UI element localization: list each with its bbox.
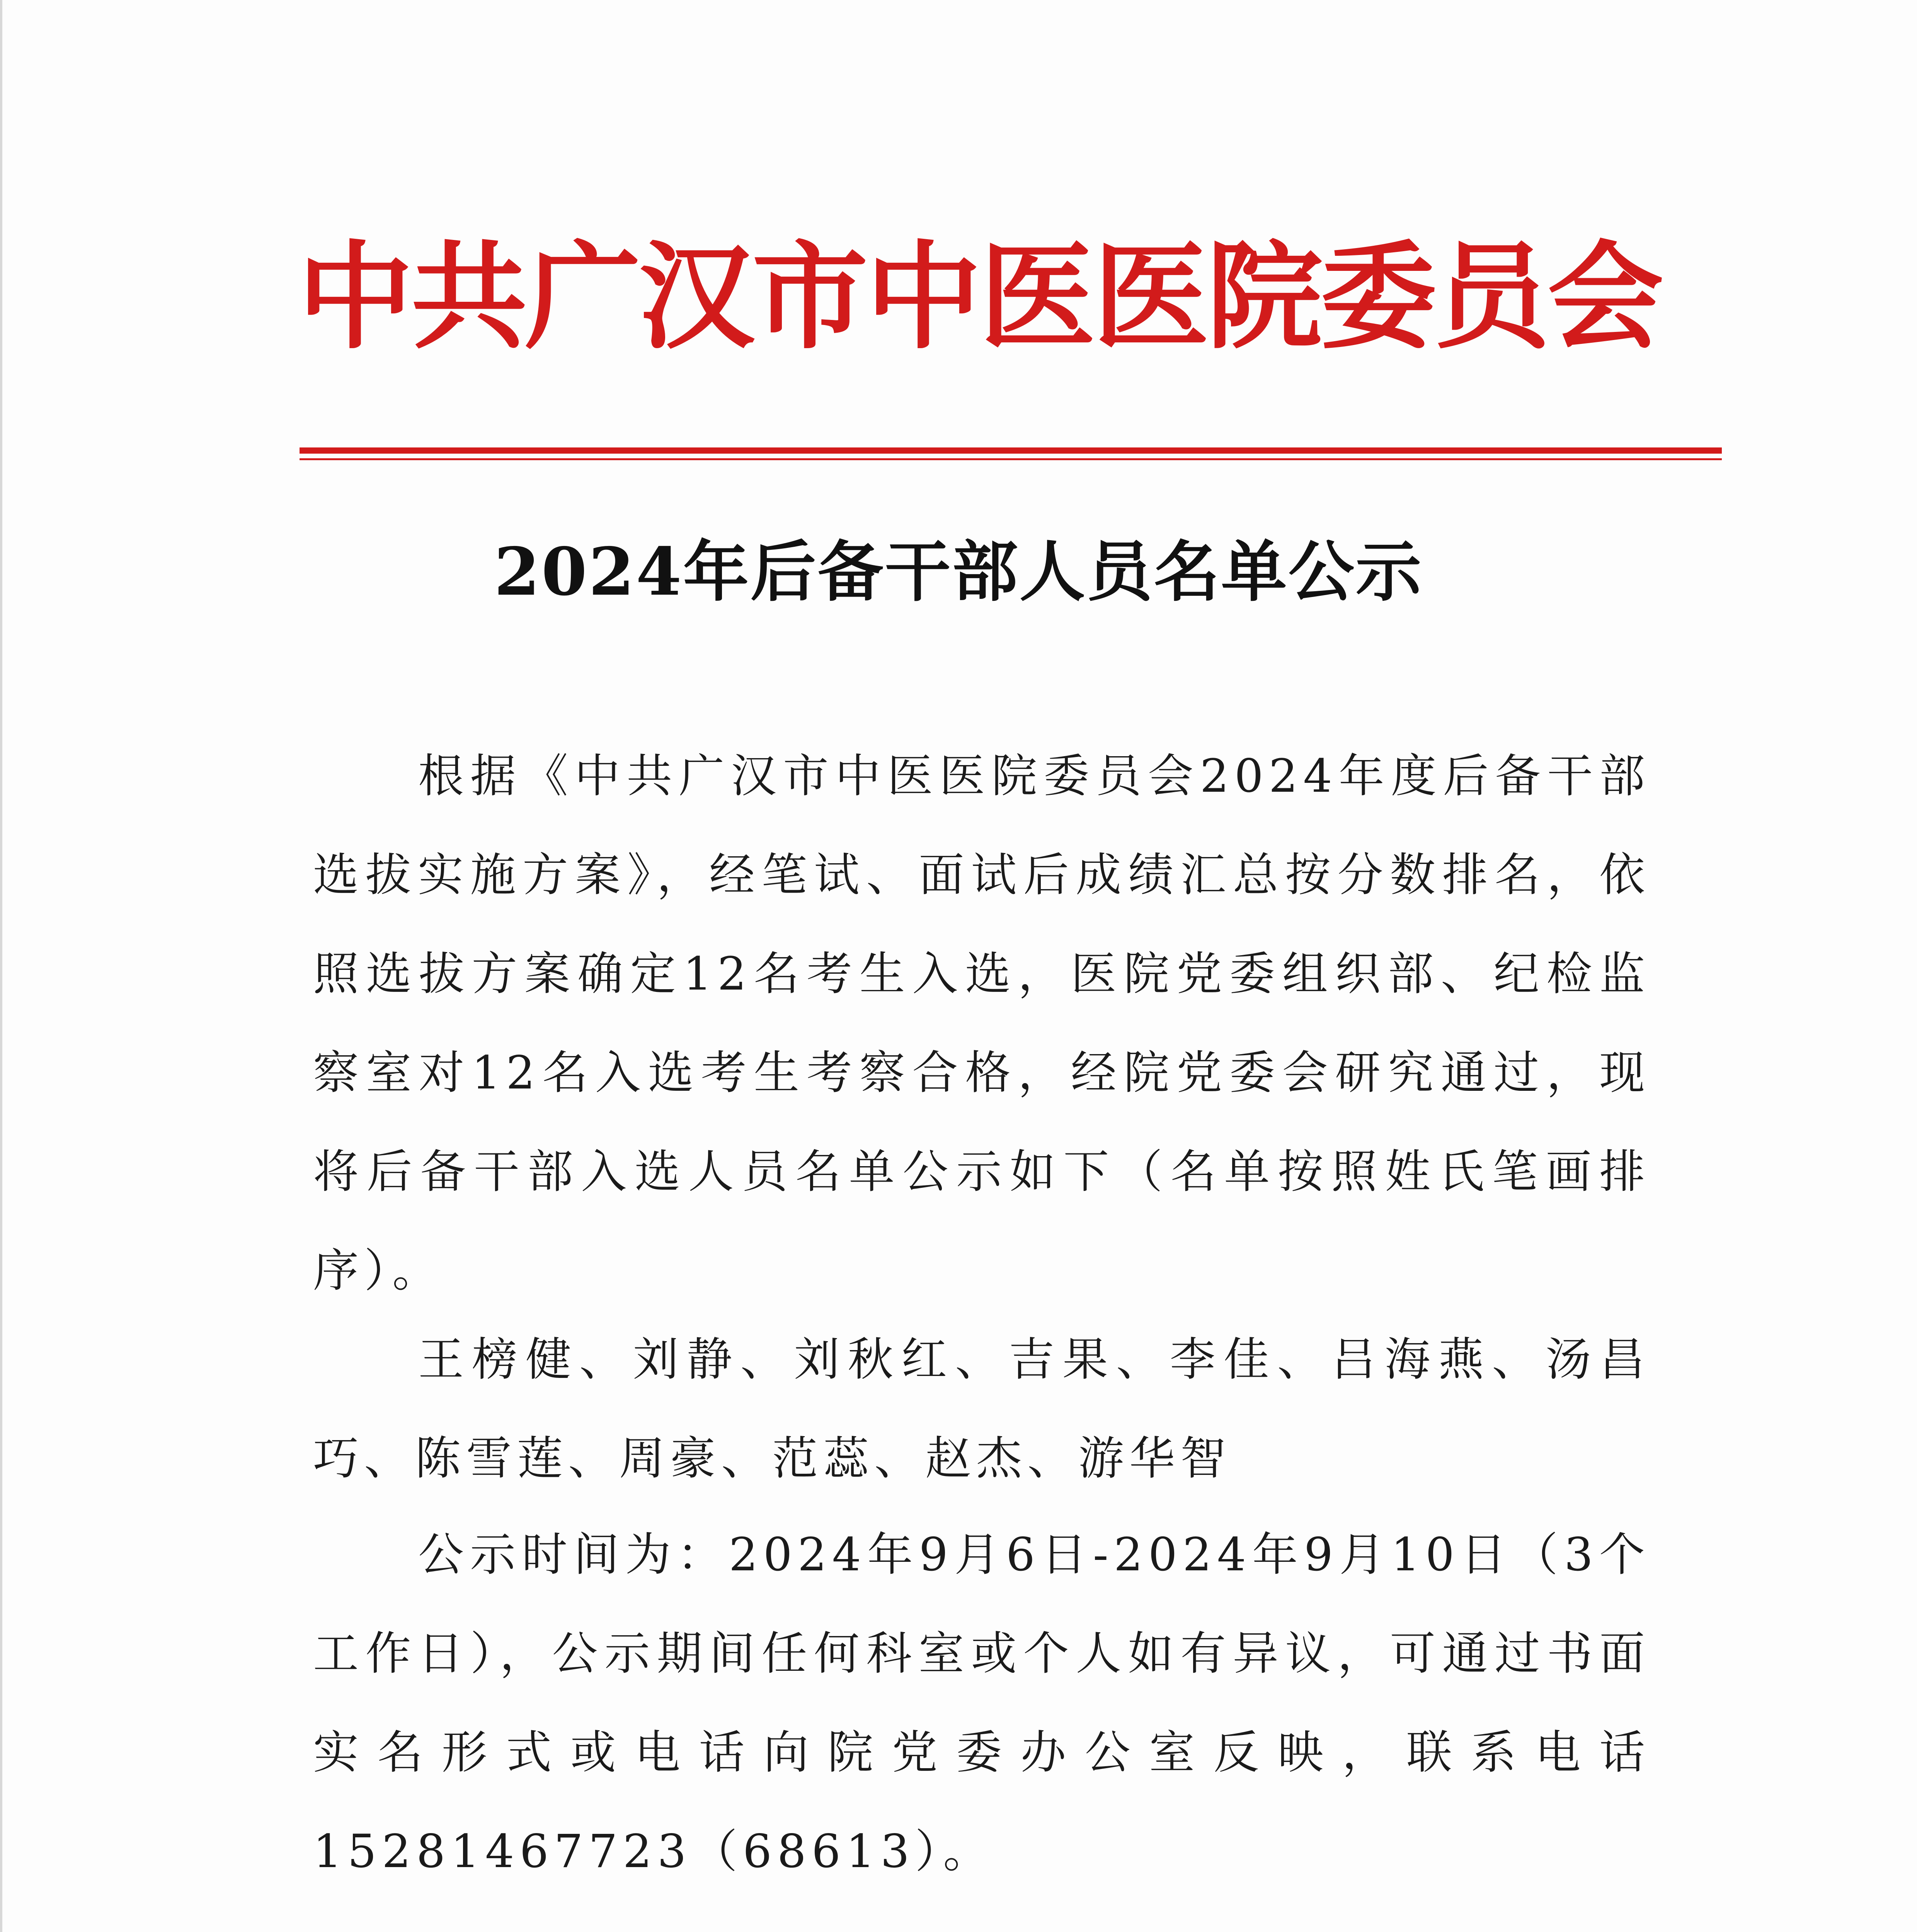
body-paragraph-intro: 根据《中共广汉市中医医院委员会2024年度后备干部选拔实施方案》，经笔试、面试后成绩汇总按分数排名，依照选拔方案确定12名考生入选，医院党委组织部、纪检监察室对12名入选考生考察合格，经院党委会研究通过，现将后备干部入选人员名单公示如下（名单按照姓氏笔画排序）。 [313,749,1650,1297]
letterhead-title: 中共广汉市中医医院委员会 [298,230,1661,365]
body-paragraph-names: 王榜健、刘静、刘秋红、吉果、李佳、吕海燕、汤昌巧、陈雪莲、周豪、范蕊、赵杰、游华智 [313,1333,1650,1485]
scan-edge [0,0,2,1932]
body-paragraph-notice-period: 公示时间为：2024年9月6日-2024年9月10日（3个工作日），公示期间任何科室或个人如有异议，可通过书面实名形式或电话向院党委办公室反映，联系电话15281467723（68613）。 [313,1528,1650,1878]
letterhead-rule-thin [300,458,1722,460]
document-title: 2024年后备干部人员名单公示 [494,533,1423,611]
letterhead-rule-thick [300,447,1722,454]
